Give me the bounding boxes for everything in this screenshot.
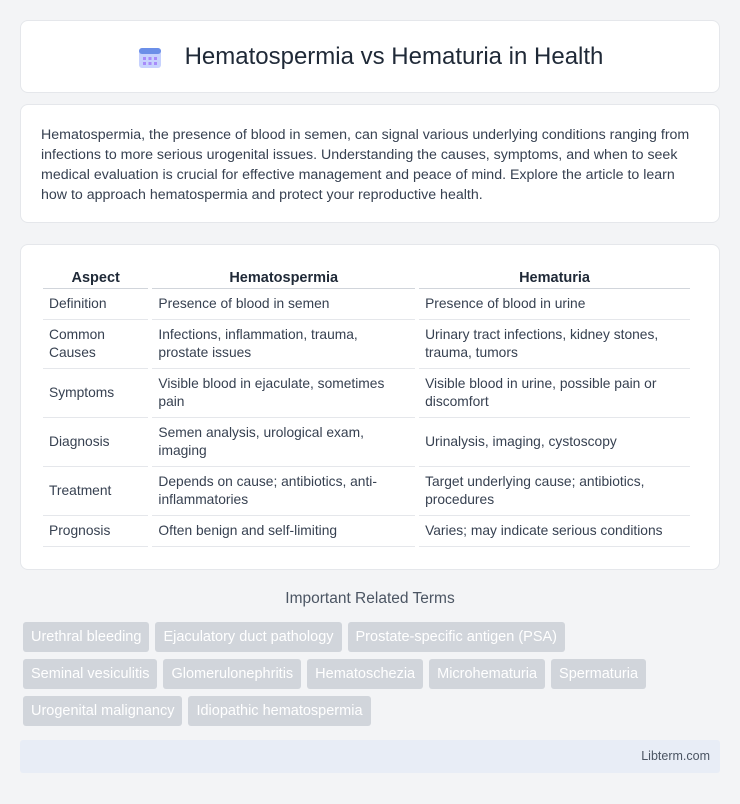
table-cell: Symptoms	[43, 369, 148, 418]
table-cell: Presence of blood in semen	[152, 289, 415, 320]
header-hematospermia: Hematospermia	[152, 265, 415, 289]
table-cell: Semen analysis, urological exam, imaging	[152, 418, 415, 467]
table-cell: Presence of blood in urine	[419, 289, 690, 320]
table-cell: Prognosis	[43, 516, 148, 547]
footer	[20, 740, 720, 773]
table-header-row	[43, 265, 690, 289]
table-cell: Urinary tract infections, kidney stones, trauma, tumors	[419, 320, 690, 369]
table-cell: Visible blood in ejaculate, sometimes pain	[152, 369, 415, 418]
related-terms-tags	[23, 622, 723, 733]
related-term-tag[interactable]: Ejaculatory duct pathology	[155, 622, 341, 652]
related-term-tag[interactable]: Urogenital malignancy	[23, 696, 182, 726]
comparison-table	[39, 265, 694, 547]
table-cell: Visible blood in urine, possible pain or discomfort	[419, 369, 690, 418]
table-cell: Treatment	[43, 467, 148, 516]
table-cell: Varies; may indicate serious conditions	[419, 516, 690, 547]
table-cell: Diagnosis	[43, 418, 148, 467]
intro-card	[20, 104, 720, 223]
footer-site-link[interactable]: Libterm.com	[641, 749, 710, 763]
table-row	[43, 289, 690, 320]
comparison-card	[20, 244, 720, 570]
table-row	[43, 418, 690, 467]
related-term-tag[interactable]: Spermaturia	[551, 659, 646, 689]
related-term-tag[interactable]: Microhematuria	[429, 659, 545, 689]
related-term-tag[interactable]: Hematoschezia	[307, 659, 423, 689]
related-term-tag[interactable]: Seminal vesiculitis	[23, 659, 157, 689]
related-term-tag[interactable]: Idiopathic hematospermia	[188, 696, 370, 726]
table-cell: Urinalysis, imaging, cystoscopy	[419, 418, 690, 467]
related-term-tag[interactable]: Urethral bleeding	[23, 622, 149, 652]
table-cell: Definition	[43, 289, 148, 320]
table-cell: Depends on cause; antibiotics, anti-inflammatories	[152, 467, 415, 516]
table-row	[43, 369, 690, 418]
tag-row	[23, 696, 723, 726]
related-term-tag[interactable]: Glomerulonephritis	[163, 659, 301, 689]
related-terms-title: Important Related Terms	[285, 590, 455, 607]
page-title: Hematospermia vs Hematuria in Health	[184, 42, 604, 70]
table-row	[43, 516, 690, 547]
intro-text: Hematospermia, the presence of blood in semen, can signal various underlying conditions ranging from infections to more serious urogenital issues. Understanding the causes, symptoms, and when to seek medical evaluation is crucial for effective management and peace of mind. Explore the article to learn how to approach hematospermia and protect your reproductive health.	[41, 127, 690, 203]
table-cell: Often benign and self-limiting	[152, 516, 415, 547]
table-row	[43, 320, 690, 369]
tag-row	[23, 622, 723, 652]
header-aspect: Aspect	[43, 265, 148, 289]
related-term-tag[interactable]: Prostate-specific antigen (PSA)	[348, 622, 565, 652]
header-card	[20, 20, 720, 93]
table-cell: Common Causes	[43, 320, 148, 369]
header-hematuria: Hematuria	[419, 265, 690, 289]
tag-row	[23, 659, 723, 689]
calendar-icon	[137, 44, 163, 70]
table-row	[43, 467, 690, 516]
table-cell: Target underlying cause; antibiotics, procedures	[419, 467, 690, 516]
table-cell: Infections, inflammation, trauma, prostate issues	[152, 320, 415, 369]
